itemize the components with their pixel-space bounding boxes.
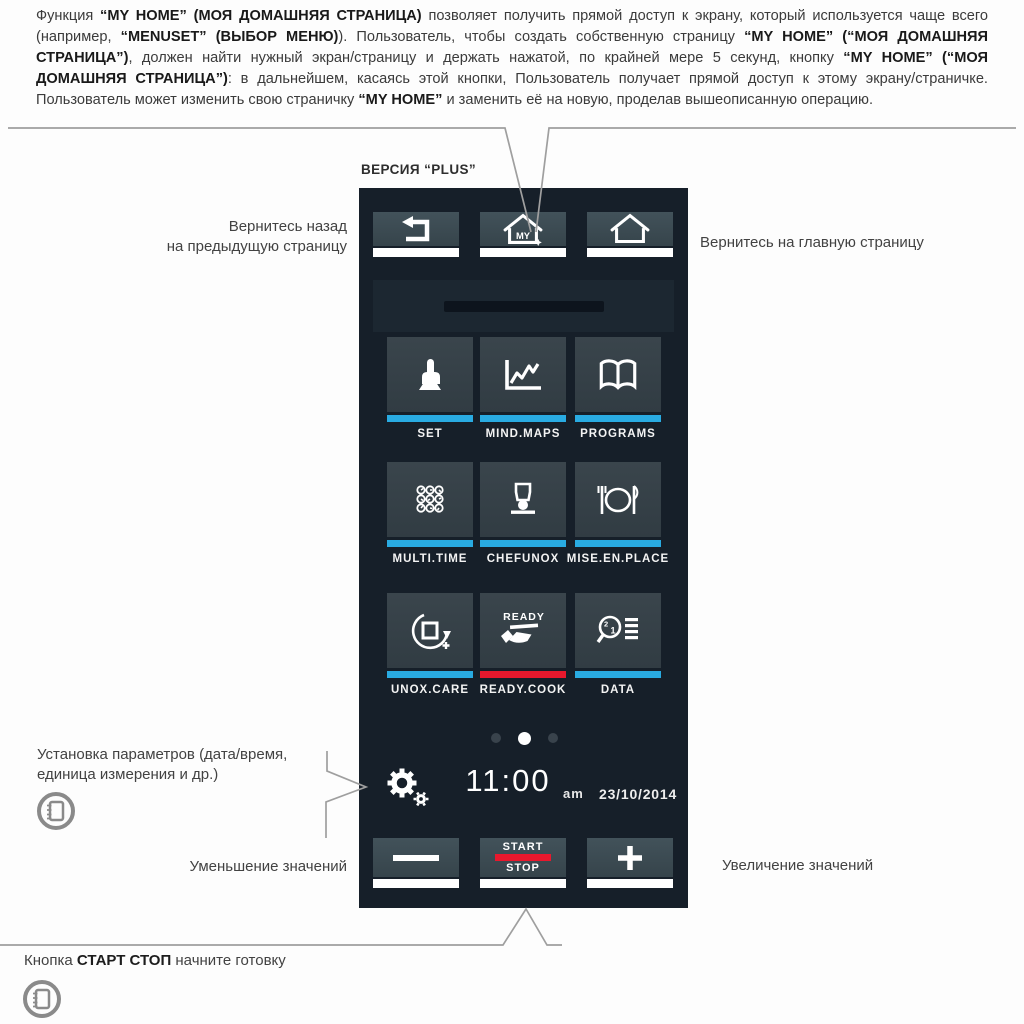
screen-banner (373, 280, 674, 332)
tile-unox-care[interactable] (387, 593, 473, 696)
search-data-icon (595, 612, 641, 650)
clock-date: 23/10/2014 (599, 786, 678, 802)
button-underline (480, 879, 566, 888)
tile-label: READY.COOK (479, 684, 567, 696)
oven-touch-panel (359, 188, 688, 908)
note-decrease: Уменьшение значений (189, 858, 347, 875)
svg-text:READY: READY (503, 610, 545, 623)
tile-chefunox[interactable] (480, 462, 566, 565)
page-indicator (479, 730, 569, 746)
callout-startstop (0, 909, 562, 945)
tile-label: PROGRAMS (580, 428, 656, 440)
tile-data[interactable] (575, 593, 661, 696)
button-underline (373, 248, 459, 257)
note-settings: Установка параметров (дата/время, единица измерения и др.) (37, 746, 288, 783)
tile-accent-bar (387, 540, 473, 547)
back-button[interactable] (373, 212, 459, 257)
chart-icon (500, 356, 546, 394)
start-stop-red-bar (495, 854, 551, 861)
gear-icon[interactable] (383, 764, 431, 808)
tile-mise-en-place[interactable] (566, 462, 670, 565)
tile-label: SET (417, 428, 443, 440)
tile-label: UNOX.CARE (390, 684, 469, 696)
tile-mind-maps[interactable] (480, 337, 566, 440)
button-underline (587, 879, 673, 888)
note-back: Вернитесь назад на предыдущую страницу (166, 218, 347, 255)
home-button[interactable] (587, 212, 673, 257)
plus-icon (615, 843, 645, 873)
tile-multi-time[interactable] (387, 462, 473, 565)
tile-accent-bar (575, 540, 661, 547)
tile-set[interactable] (387, 337, 473, 440)
button-underline (373, 879, 459, 888)
intro-paragraph: Функция “MY HOME” (МОЯ ДОМАШНЯЯ СТРАНИЦА) позволяет получить прямой доступ к экрану, который используется чаще всего (например, “MENUSET” (ВЫБОР МЕНЮ)). Пользователь, чтобы создать собственную страницу “MY HOME” (“МОЯ ДОМАШНЯЯ СТРАНИЦА”), должен найти нужный экран/страницу и держать нажатой, по крайней мере 5 секунд, кнопку “MY HOME” (“МОЯ ДОМАШНЯЯ СТРАНИЦА”): в дальнейшем, касаясь этой кнопки, Пользователь получает прямой доступ к этому экрану/страничке. Пользователь может изменить свою страничку “MY HOME” и заменить её на новую, проделав вышеописанную операцию. (36, 8, 989, 108)
multi-clock-icon (410, 480, 450, 520)
minus-icon (393, 855, 439, 861)
button-underline (480, 248, 566, 257)
start-label: START (502, 841, 544, 853)
pager-dot (518, 732, 531, 745)
open-book-icon (595, 356, 641, 394)
home-icon (607, 212, 653, 246)
tile-label: DATA (600, 684, 636, 696)
tile-label: MIND.MAPS (485, 428, 561, 440)
refresh-square-icon (408, 609, 452, 653)
faint-text-smudge (444, 301, 604, 312)
return-arrow-icon (396, 215, 436, 243)
set-hand-icon (410, 355, 450, 395)
clock-time: 11:00 (465, 763, 551, 798)
tile-label: MISE.EN.PLACE (566, 553, 670, 565)
tile-programs[interactable] (575, 337, 661, 440)
svg-text:MY: MY (515, 229, 531, 241)
ready-hand-icon (497, 610, 549, 652)
tile-ready-cook[interactable] (480, 593, 566, 696)
note-home: Вернитесь на главную страницу (700, 234, 924, 251)
tile-accent-bar (480, 671, 566, 678)
tile-accent-bar (387, 671, 473, 678)
pager-dot (491, 733, 501, 743)
button-underline (587, 248, 673, 257)
plate-cutlery-icon (594, 480, 642, 520)
my-home-icon (500, 212, 546, 246)
tile-label: MULTI.TIME (392, 553, 468, 565)
start-stop-button[interactable] (480, 838, 566, 888)
manual-booklet-icon (35, 790, 77, 832)
increase-button[interactable] (587, 838, 673, 888)
chef-icon (503, 480, 543, 520)
version-label: ВЕРСИЯ “PLUS” (361, 162, 477, 177)
tile-accent-bar (387, 415, 473, 422)
tile-accent-bar (575, 415, 661, 422)
tile-accent-bar (480, 540, 566, 547)
manual-booklet-icon (21, 978, 63, 1020)
svg-text:1: 1 (610, 625, 616, 635)
pager-dot (548, 733, 558, 743)
tile-accent-bar (480, 415, 566, 422)
stop-label: STOP (506, 862, 540, 874)
svg-text:2: 2 (604, 619, 609, 628)
tile-accent-bar (575, 671, 661, 678)
tile-label: CHEFUNOX (486, 553, 560, 565)
my-home-button[interactable] (480, 212, 566, 257)
note-increase: Увеличение значений (722, 857, 874, 874)
clock-meridiem: am (563, 786, 584, 801)
decrease-button[interactable] (373, 838, 459, 888)
note-start-stop: Кнопка СТАРТ СТОП начните готовку (24, 952, 286, 969)
